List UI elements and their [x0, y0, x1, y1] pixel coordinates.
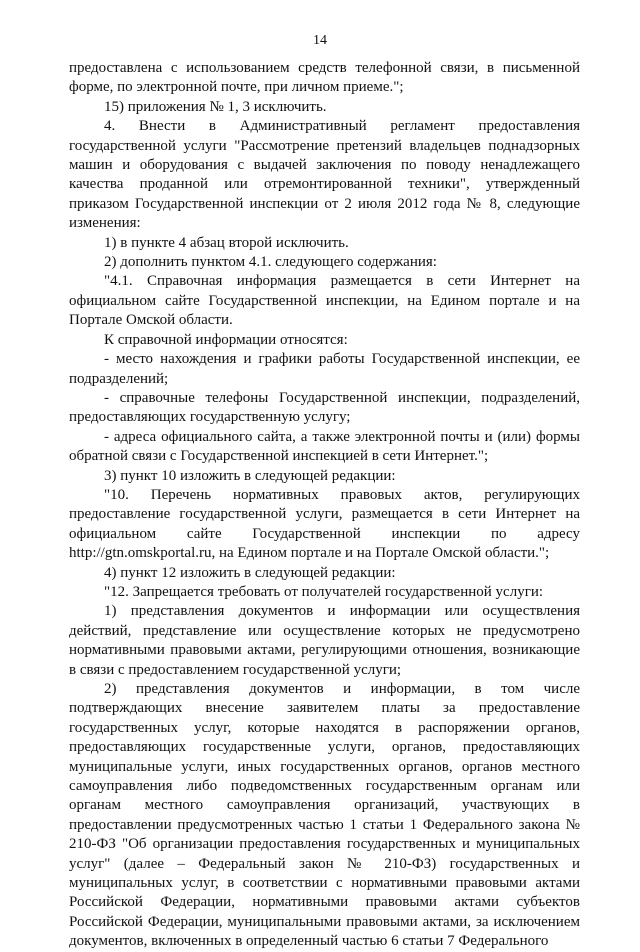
- list-item-phones: - справочные телефоны Государственной инспекции, подразделений, предоставляющих государственную услугу;: [69, 389, 580, 426]
- paragraph-continuation: предоставлена с использованием средств телефонной связи, в письменной форме, по электронной почте, при личном приеме.";: [69, 60, 580, 96]
- paragraph-clause-4-1: "4.1. Справочная информация размещается в сети Интернет на официальном сайте Государственной инспекции, на Едином портале и на Портале Омской области.: [69, 273, 580, 329]
- paragraph-clause-12-1: 1) представления документов и информации или осуществления действий, представление или осуществление которых не предусмотрено нормативными правовыми актами, регулирующими отношения, возникающие в связи с предоставлением государственной услуги;: [69, 603, 580, 678]
- paragraph-subitem-2: 2) дополнить пунктом 4.1. следующего содержания:: [104, 254, 437, 271]
- paragraph-clause-12-2: 2) представления документов и информации, в том числе подтверждающих внесение заявителем платы за предоставление государственных услуг, которые находятся в распоряжении органов, предоставляющих государственные услуги, органов, предоставляющих муниципальные услуги, иных государственных органов, органов местного самоуправления либо подведомственных государственным органам или органам местного самоуправления организаций, участвующих в предоставлении предусмотренных частью 1 статьи 1 Федерального закона № 210-ФЗ "Об организации предоставления государственных и муниципальных услуг" (далее – Федеральный закон № 210-ФЗ) государственных и муниципальных услуг, в соответствии с нормативными правовыми актами Российской Федерации, нормативными правовыми актами субъектов Российской Федерации, муниципальными правовыми актами, за исключением документов, включенных в определенный частью 6 статьи 7 Федерального: [69, 681, 580, 950]
- paragraph-item-4-amend-regulation: 4. Внести в Административный регламент предоставления государственной услуги "Рассмотрение претензий владельцев поднадзорных машин и оборудования с выдачей заключения по поводу ненадлежащего качества проданной или отремонтированной техники", утвержденный приказом Государственной инспекции от 2 июля 2012 года № 8, следующие изменения:: [69, 118, 580, 232]
- paragraph-subitem-4: 4) пункт 12 изложить в следующей редакции:: [104, 564, 396, 581]
- page-number: 14: [313, 33, 327, 48]
- list-item-addresses: - адреса официального сайта, а также электронной почты и (или) формы обратной связи с Государственной инспекцией в сети Интернет.";: [69, 428, 580, 465]
- paragraph-subitem-1: 1) в пункте 4 абзац второй исключить.: [104, 234, 349, 251]
- paragraph-clause-12: "12. Запрещается требовать от получателей государственной услуги:: [104, 583, 544, 600]
- paragraph-subitem-3: 3) пункт 10 изложить в следующей редакции:: [104, 467, 396, 484]
- paragraph-reference-info-intro: К справочной информации относятся:: [104, 331, 348, 348]
- body-text: [69, 59, 580, 952]
- list-item-location: - место нахождения и графики работы Государственной инспекции, ее подразделений;: [69, 351, 580, 387]
- paragraph-clause-10: "10. Перечень нормативных правовых актов, регулирующих предоставление государственной услуги, размещается в сети Интернет на официальном сайте Государственной инспекции по адресу http://gtn.omskportal.ru, на Едином портале и на Портале Омской области.";: [69, 486, 580, 562]
- paragraph-item-15: 15) приложения № 1, 3 исключить.: [104, 98, 327, 115]
